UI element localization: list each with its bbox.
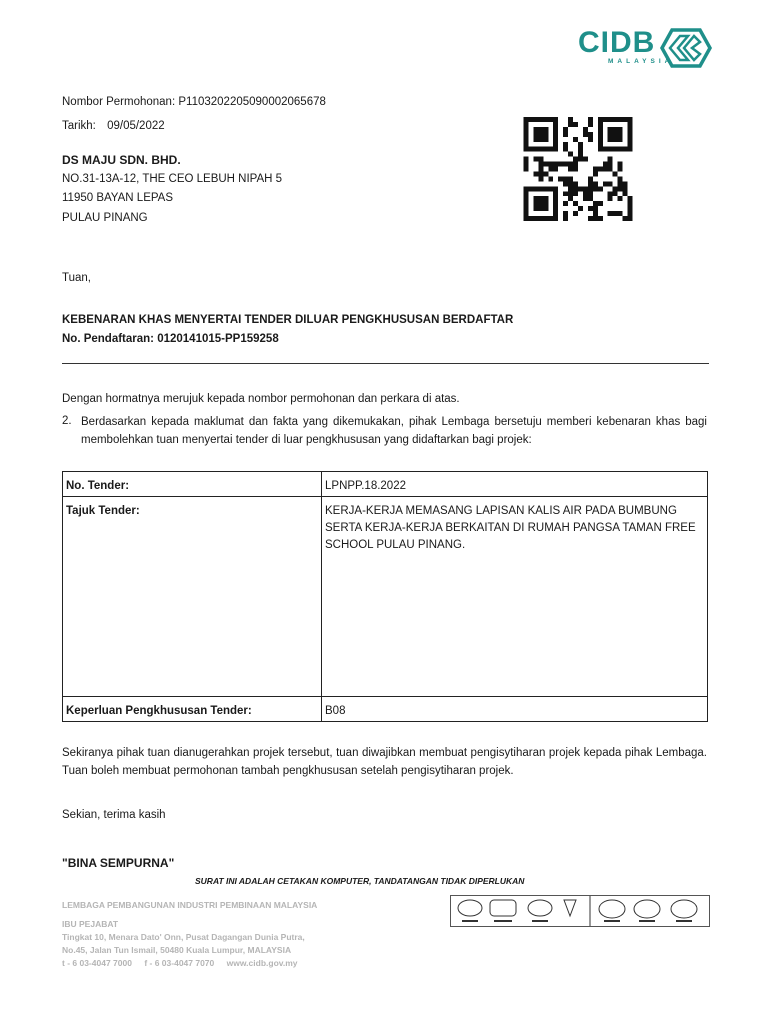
- date-label: Tarikh:: [62, 120, 96, 132]
- footer-contact: [62, 957, 298, 970]
- item-paragraph: Berdasarkan kepada maklumat dan fakta yang dikemukakan, pihak Lembaga bersetuju memberi kebenaran khas bagi membolehkan tuan menyertai tender di luar pengkhususan yang didaftarkan bagi projek:: [81, 416, 707, 446]
- certification-badges-icon: [452, 896, 706, 926]
- thanks-line: Sekian, terima kasih: [62, 809, 166, 821]
- date-value: 09/05/2022: [107, 120, 165, 132]
- table-row: [63, 697, 708, 722]
- footer-fax: f - 6 03-4047 7070: [144, 958, 215, 968]
- footer-office: IBU PEJABAT: [62, 919, 119, 929]
- tender-number-label: No. Tender:: [63, 472, 322, 497]
- footer-phone: t - 6 03-4047 7000: [62, 958, 132, 968]
- salutation: Tuan,: [62, 272, 91, 284]
- recipient-address-line-2: 11950 BAYAN LEPAS: [62, 192, 174, 204]
- specialization-value: B08: [322, 697, 708, 722]
- logo-text: CIDB: [578, 26, 656, 59]
- subject-title: KEBENARAN KHAS MENYERTAI TENDER DILUAR PENGKHUSUSAN BERDAFTAR: [62, 314, 514, 326]
- subject-divider: [62, 363, 709, 364]
- table-row: [63, 472, 708, 497]
- cidb-logo: [578, 26, 713, 72]
- footer-address-2: No.45, Jalan Tun Ismail, 50480 Kuala Lumpur, MALAYSIA: [62, 945, 292, 955]
- specialization-label: Keperluan Pengkhususan Tender:: [63, 697, 322, 722]
- tender-title-value: KERJA-KERJA MEMASANG LAPISAN KALIS AIR PADA BUMBUNG SERTA KERJA-KERJA BERKAITAN DI RUMAH PANGSA TAMAN FREE SCHOOL PULAU PINANG.: [322, 497, 708, 697]
- computer-print-note: SURAT INI ADALAH CETAKAN KOMPUTER, TANDATANGAN TIDAK DIPERLUKAN: [195, 876, 525, 886]
- footer-address-1: Tingkat 10, Menara Dato' Onn, Pusat Dagangan Dunia Putra,: [62, 932, 305, 942]
- recipient-address-line-1: NO.31-13A-12, THE CEO LEBUH NIPAH 5: [62, 173, 283, 185]
- footer-website: www.cidb.gov.my: [226, 958, 298, 968]
- item-number: 2.: [62, 415, 72, 427]
- application-number-value: P1103202205090002065678: [178, 96, 326, 108]
- tender-number-value: LPNPP.18.2022: [322, 472, 708, 497]
- footer-org: LEMBAGA PEMBANGUNAN INDUSTRI PEMBINAAN MALAYSIA: [62, 900, 318, 910]
- qr-code-icon: [523, 117, 633, 221]
- table-row: [63, 497, 708, 697]
- recipient-name: DS MAJU SDN. BHD.: [62, 153, 181, 167]
- logo-subtext: MALAYSIA: [608, 58, 674, 65]
- date-line: [62, 120, 165, 132]
- tender-title-label: Tajuk Tender:: [63, 497, 322, 697]
- tender-table: [62, 471, 708, 722]
- registration-number: No. Pendaftaran: 0120141015-PP159258: [62, 333, 279, 345]
- logo-emblem-icon: [660, 26, 712, 70]
- intro-paragraph: Dengan hormatnya merujuk kepada nombor permohonan dan perkara di atas.: [62, 393, 460, 405]
- closing-paragraph: Sekiranya pihak tuan dianugerahkan projek tersebut, tuan diwajibkan membuat pengisytiharan projek kepada pihak Lembaga. Tuan boleh membuat permohonan tambah pengkhususan setelah pengisytiharan projek.: [62, 747, 707, 777]
- application-number-label: Nombor Permohonan:: [62, 96, 176, 108]
- application-number-line: [62, 96, 326, 108]
- recipient-address-line-3: PULAU PINANG: [62, 212, 148, 224]
- motto: "BINA SEMPURNA": [62, 856, 175, 870]
